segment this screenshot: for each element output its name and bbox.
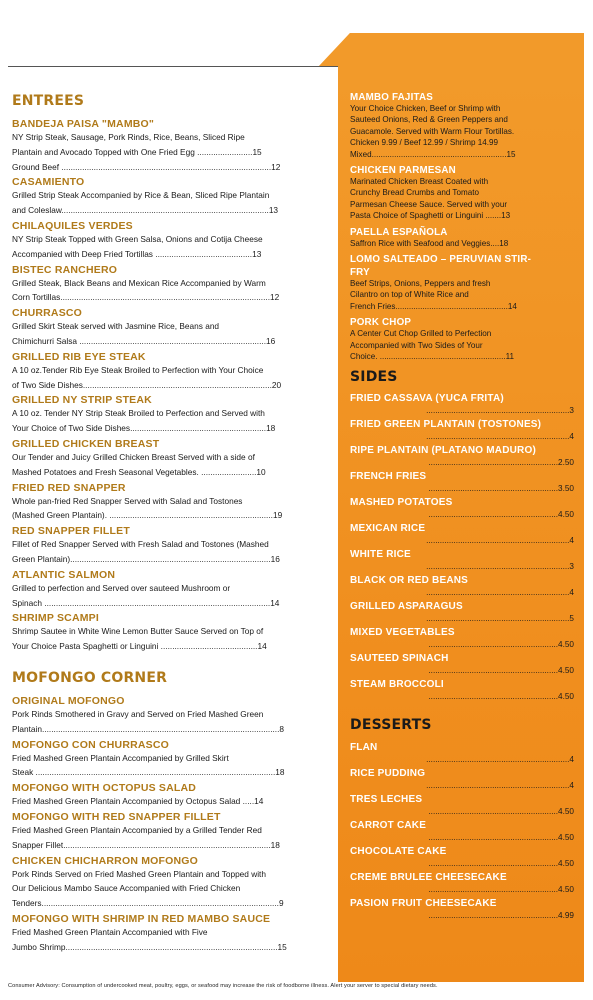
menu-item-description: Your Choice Pasta Spaghetti or Linguini ..........................................14 xyxy=(12,641,267,652)
sides-item-name: STEAM BROCCOLI xyxy=(350,678,444,690)
desserts-item xyxy=(350,872,574,896)
menu-item xyxy=(12,438,317,480)
desserts-item-price: .........................................................4.50 xyxy=(428,858,574,868)
menu-item-description: and Coleslaw..........................................................................................13 xyxy=(12,205,279,216)
menu-item-description: Cilantro on top of White Rice and xyxy=(350,290,469,300)
menu-item-description: Fried Mashed Green Plantain Accompanied by Octopus Salad .....14 xyxy=(12,796,264,807)
menu-item-description: Mashed Potatoes and Fresh Seasonal Vegetables. ........................10 xyxy=(12,466,266,477)
menu-item xyxy=(12,351,317,393)
menu-item xyxy=(350,317,574,362)
menu-item-name: ATLANTIC SALMON xyxy=(12,568,116,581)
menu-item-name: SHRIMP SCAMPI xyxy=(12,612,99,625)
menu-item-description: Shrimp Sautee in White Wine Lemon Butter Sauce Served on Top of xyxy=(12,626,264,637)
sides-item xyxy=(350,523,574,547)
menu-item xyxy=(12,176,317,218)
menu-item-description: (Mashed Green Plantain). .......................................................................19 xyxy=(12,510,283,521)
sides-item xyxy=(350,393,574,417)
desserts-item-price: .........................................................4.50 xyxy=(428,884,574,894)
menu-item-description: Beef Strips, Onions, Peppers and fresh xyxy=(350,279,491,289)
menu-item-description: A 10 oz.Tender Rib Eye Steak Broiled to Perfection with Your Choice xyxy=(12,364,264,375)
menu-item-description: Grilled Strip Steak Accompanied by Rice & Bean, Sliced Ripe Plantain xyxy=(12,190,270,201)
menu-item xyxy=(12,220,317,262)
menu-item xyxy=(12,118,317,174)
menu-item-name: MOFONGO CON CHURRASCO xyxy=(12,738,170,751)
menu-item-description: NY Strip Steak, Sausage, Pork Rinds, Rice, Beans, Sliced Ripe xyxy=(12,132,245,142)
menu-item xyxy=(12,525,317,567)
sides-item xyxy=(350,679,574,703)
menu-item-description: Tenders.......................................................................................................9 xyxy=(12,898,284,909)
sides-item-name: FRENCH FRIES xyxy=(350,470,427,482)
desserts-item xyxy=(350,768,574,792)
sides-item-name: WHITE RICE xyxy=(350,548,411,560)
sides-item-price: .........................................................4.50 xyxy=(428,665,574,675)
desserts-item xyxy=(350,898,574,922)
menu-item-name: CHILAQUILES VERDES xyxy=(12,219,133,232)
menu-item xyxy=(12,612,317,654)
menu-item-name: CHICKEN CHICHARRON MOFONGO xyxy=(12,854,199,867)
menu-item-description: Plantain and Avocado Topped with One Fried Egg ........................15 xyxy=(12,146,262,157)
menu-item-name: MAMBO FAJITAS xyxy=(350,92,433,103)
desserts-item-price: .........................................................4.50 xyxy=(428,806,574,816)
menu-item-description: NY Strip Steak Topped with Green Salsa, Onions and Cotija Cheese xyxy=(12,233,263,244)
menu-item-description: Your Choice Chicken, Beef or Shrimp with xyxy=(350,104,501,113)
menu-item-description: Plantain.......................................................................................................8 xyxy=(12,723,285,734)
desserts-item-price: .........................................................4.99 xyxy=(428,910,574,920)
menu-item-description: Fried Mashed Green Plantain Accompanied by Grilled Skirt xyxy=(12,752,229,763)
menu-item-description: Our Tender and Juicy Grilled Chicken Breast Served with a side of xyxy=(12,451,255,462)
menu-item xyxy=(12,307,317,349)
menu-item xyxy=(12,913,317,955)
menu-item-description: Spinach ..................................................................................................14 xyxy=(12,597,280,608)
menu-item-name: GRILLED CHICKEN BREAST xyxy=(12,437,160,450)
desserts-item-price: .........................................................4.50 xyxy=(428,832,574,842)
menu-item xyxy=(350,254,574,312)
sides-item-price: ...............................................................4 xyxy=(426,431,574,441)
sides-item-name: BLACK OR RED BEANS xyxy=(350,574,469,586)
specials-list xyxy=(350,92,574,363)
sides-item xyxy=(350,471,574,495)
desserts-item-name: PASION FRUIT CHEESECAKE xyxy=(350,897,497,909)
desserts-item-name: CARROT CAKE xyxy=(350,819,427,831)
menu-item-description: Parmesan Cheese Sauce. Served with your xyxy=(350,199,508,209)
sides-item-price: .........................................................3.50 xyxy=(428,483,574,493)
entrees-title: ENTREES xyxy=(12,93,85,109)
menu-item-description: A 10 oz. Tender NY Strip Steak Broiled to Perfection and Served with xyxy=(12,408,265,419)
desserts-item-name: TRES LECHES xyxy=(350,793,423,805)
menu-item-description: Snapper Fillet..........................................................................................18 xyxy=(12,839,280,850)
desserts-item xyxy=(350,846,574,870)
sides-item-price: ...............................................................3 xyxy=(426,561,574,571)
menu-item-description: Ground Beef ...........................................................................................12 xyxy=(12,161,281,172)
desserts-list xyxy=(350,742,574,922)
menu-item xyxy=(350,227,574,249)
sides-item-price: .........................................................2.50 xyxy=(428,457,574,467)
right-column xyxy=(350,90,574,923)
sides-item xyxy=(350,419,574,443)
sides-list xyxy=(350,393,574,703)
menu-item-description: Our Delicious Mambo Sauce Accompanied with Fried Chicken xyxy=(12,883,241,894)
menu-item-description: Guacamole. Served with Warm Flour Tortillas. xyxy=(350,126,515,136)
menu-item-description: French Fries..................................................14 xyxy=(350,301,517,311)
menu-item-name: CHICKEN PARMESAN xyxy=(350,165,456,177)
sides-item-price: ...............................................................5 xyxy=(426,613,574,623)
desserts-item-price: ...............................................................4 xyxy=(426,754,574,764)
desserts-item xyxy=(350,820,574,844)
menu-item-description: Fried Mashed Green Plantain Accompanied with Five xyxy=(12,926,208,937)
menu-item-description: Choice. ........................................................11 xyxy=(350,352,515,362)
menu-item-description: Sauteed Onions, Red & Green Peppers and xyxy=(350,115,508,125)
menu-item-description: Jumbo Shrimp............................................................................................15 xyxy=(12,941,287,952)
menu-item-name: GRILLED NY STRIP STEAK xyxy=(12,394,152,407)
menu-item-name: MOFONGO WITH OCTOPUS SALAD xyxy=(12,782,197,795)
sides-item xyxy=(350,445,574,469)
sides-item xyxy=(350,575,574,599)
sides-title: SIDES xyxy=(350,368,398,385)
menu-item xyxy=(12,264,317,306)
sides-item-price: ...............................................................4 xyxy=(426,535,574,545)
menu-item-description: Pork Rinds Smothered in Gravy and Served on Fried Mashed Green xyxy=(12,708,264,719)
desserts-item-name: RICE PUDDING xyxy=(350,767,426,779)
menu-item-name: BANDEJA PAISA "MAMBO" xyxy=(12,118,155,130)
left-column xyxy=(12,93,317,955)
menu-item-description: Grilled Skirt Steak served with Jasmine Rice, Beans and xyxy=(12,321,220,332)
sides-item-price: .........................................................4.50 xyxy=(428,639,574,649)
sides-item-name: MASHED POTATOES xyxy=(350,496,453,508)
menu-item-name: PORK CHOP xyxy=(350,317,412,329)
menu-item-name: ORIGINAL MOFONGO xyxy=(12,694,125,707)
menu-item-description: Green Plantain).......................................................................................16 xyxy=(12,553,280,564)
menu-item-description: Fillet of Red Snapper Served with Fresh Salad and Tostones (Mashed xyxy=(12,539,269,550)
menu-item-description: Crunchy Bread Crumbs and Tomato xyxy=(350,188,479,198)
desserts-item-price: ...............................................................4 xyxy=(426,780,574,790)
sides-item-name: FRIED GREEN PLANTAIN (TOSTONES) xyxy=(350,418,542,430)
sides-item-name: MEXICAN RICE xyxy=(350,522,426,534)
desserts-item-name: CREME BRULEE CHEESECAKE xyxy=(350,871,507,883)
menu-item-name: MOFONGO WITH SHRIMP IN RED MAMBO SAUCE xyxy=(12,912,271,925)
menu-item xyxy=(350,165,574,222)
menu-item-description: Fried Mashed Green Plantain Accompanied by a Grilled Tender Red xyxy=(12,824,262,835)
menu-item-description: Corn Tortillas...........................................................................................12 xyxy=(12,292,280,303)
mofongo-title: MOFONGO CORNER xyxy=(12,669,168,686)
menu-item-description: Mixed............................................................15 xyxy=(350,149,516,159)
sides-item-name: MIXED VEGETABLES xyxy=(350,626,455,638)
menu-item-name: CASAMIENTO xyxy=(12,176,85,189)
menu-item-name: FRIED RED SNAPPER xyxy=(12,481,126,494)
menu-item xyxy=(12,811,317,853)
menu-item-description: Chicken 9.99 / Beef 12.99 / Shrimp 14.99 xyxy=(350,138,499,148)
sides-item-price: .........................................................4.50 xyxy=(428,509,574,519)
sides-item xyxy=(350,549,574,573)
sides-item-price: ...............................................................4 xyxy=(426,587,574,597)
menu-item-name: GRILLED RIB EYE STEAK xyxy=(12,350,146,363)
sides-item xyxy=(350,601,574,625)
menu-item xyxy=(12,855,317,911)
menu-item xyxy=(12,394,317,436)
menu-item-description: Saffron Rice with Seafood and Veggies....18 xyxy=(350,238,509,248)
menu-item xyxy=(350,92,574,160)
desserts-item-name: CHOCOLATE CAKE xyxy=(350,845,447,857)
menu-item xyxy=(12,482,317,524)
menu-item-description: Grilled Steak, Black Beans and Mexican Rice Accompanied by Warm xyxy=(12,277,266,288)
menu-item-description: Pork Rinds Served on Fried Mashed Green Plantain and Topped with xyxy=(12,868,266,879)
menu-item-description: Steak ........................................................................................................18 xyxy=(12,767,285,778)
menu-item-description: Your Choice of Two Side Dishes...........................................................18 xyxy=(12,423,276,434)
sides-item xyxy=(350,627,574,651)
sides-item-name: FRIED CASSAVA (YUCA FRITA) xyxy=(350,392,504,404)
sides-item xyxy=(350,653,574,677)
menu-item xyxy=(12,695,317,737)
sides-item-price: ...............................................................3 xyxy=(426,405,574,415)
desserts-title: DESSERTS xyxy=(350,716,432,733)
desserts-item xyxy=(350,742,574,766)
sides-item xyxy=(350,497,574,521)
menu-item-name: CHURRASCO xyxy=(12,307,83,320)
menu-item-description: Whole pan-fried Red Snapper Served with Salad and Tostones xyxy=(12,495,243,506)
menu-item-name: PAELLA ESPAÑOLA xyxy=(350,226,448,238)
menu-item-name: BISTEC RANCHERO xyxy=(12,263,118,276)
menu-item-name: RED SNAPPER FILLET xyxy=(12,525,130,538)
menu-item-description: Accompanied with Two Sides of Your xyxy=(350,340,483,350)
menu-item-description: Accompanied with Deep Fried Tortillas ..........................................13 xyxy=(12,248,262,259)
menu-item-description: Chimichurri Salsa .................................................................................16 xyxy=(12,335,276,346)
entrees-list xyxy=(12,118,317,654)
mofongo-list xyxy=(12,695,317,955)
menu-item-name-cont: FRY xyxy=(350,267,370,279)
desserts-item xyxy=(350,794,574,818)
sides-item-name: SAUTEED SPINACH xyxy=(350,652,449,664)
menu-item-description: A Center Cut Chop Grilled to Perfection xyxy=(350,329,492,339)
menu-item-description: Pasta Choice of Spaghetti or Linguini .......13 xyxy=(350,211,511,221)
menu-item-description: of Two Side Dishes..................................................................................20 xyxy=(12,379,282,390)
menu-item-description: Grilled to perfection and Served over sauteed Mushroom or xyxy=(12,582,231,593)
desserts-item-name: FLAN xyxy=(350,741,378,753)
menu-item xyxy=(12,569,317,611)
menu-item-name: MOFONGO WITH RED SNAPPER FILLET xyxy=(12,810,221,823)
menu-item-name: LOMO SALTEADO – PERUVIAN STIR- xyxy=(350,254,532,266)
sides-item-price: .........................................................4.50 xyxy=(428,691,574,701)
sides-item-name: RIPE PLANTAIN (PLATANO MADURO) xyxy=(350,444,536,456)
menu-item xyxy=(12,739,317,781)
consumer-advisory: Consumer Advisory: Consumption of undercooked meat, poultry, eggs, or seafood may increase the risk of foodborne illness. Alert your server to special dietary needs. xyxy=(8,983,438,989)
sides-item-name: GRILLED ASPARAGUS xyxy=(350,600,463,612)
header-accent-tab xyxy=(318,33,584,67)
menu-item-description: Marinated Chicken Breast Coated with xyxy=(350,177,489,187)
menu-item xyxy=(12,782,317,809)
